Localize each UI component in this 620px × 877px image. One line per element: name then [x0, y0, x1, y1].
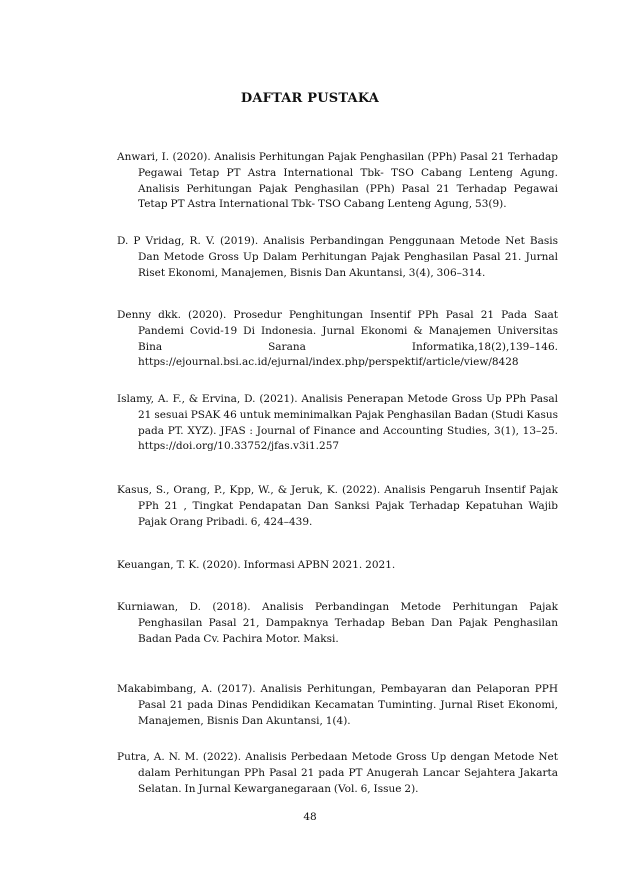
- page-number: 48: [303, 811, 317, 823]
- reference-kasus-2022: Kasus, S., Orang, P., Kpp, W., & Jeruk, K. (2022). Analisis Pengaruh Insentif Pajak PPh 21 , Tingkat Pendapatan Dan Sanksi Pajak Terhadap Kepatuhan Wajib Pajak Orang Pribadi. 6, 424–439.: [117, 484, 558, 528]
- reference-putra-2022: Putra, A. N. M. (2022). Analisis Perbedaan Metode Gross Up dengan Metode Net dalam Perhitungan PPh Pasal 21 pada PT Anugerah Lancar Sejahtera Jakarta Selatan. In Jurnal Kewarganegaraan (Vol. 6, Issue 2).: [117, 751, 558, 795]
- page-title: DAFTAR PUSTAKA: [240, 91, 380, 106]
- reference-anwari-2020: Anwari, I. (2020). Analisis Perhitungan Pajak Penghasilan (PPh) Pasal 21 Terhadap Pegawai Tetap PT Astra International Tbk- TSO Cabang Lenteng Agung. Analisis Perhitungan Pajak Penghasilan (PPh) Pasal 21 Terhadap Pegawai Tetap PT Astra International Tbk- TSO Cabang Lenteng Agung, 53(9).: [117, 151, 558, 211]
- reference-makabimbang-2017: Makabimbang, A. (2017). Analisis Perhitungan, Pembayaran dan Pelaporan PPH Pasal 21 pada Dinas Pendidikan Kecamatan Tuminting. Jurnal Riset Ekonomi, Manajemen, Bisnis Dan Akuntansi, 1(4).: [117, 683, 558, 727]
- reference-islamy-2021: Islamy, A. F., & Ervina, D. (2021). Analisis Penerapan Metode Gross Up PPh Pasal 21 sesuai PSAK 46 untuk meminimalkan Pajak Penghasilan Badan (Studi Kasus pada PT. XYZ). JFAS : Journal of Finance and Accounting Studies, 3(1), 13–25. https://doi.org/10.33752/jfas.v3i1.257: [117, 393, 558, 453]
- reference-keuangan-2020: Keuangan, T. K. (2020). Informasi APBN 2021. 2021.: [117, 559, 396, 571]
- reference-kurniawan-2018: Kurniawan, D. (2018). Analisis Perbandingan Metode Perhitungan Pajak Penghasilan Pasal 21, Dampaknya Terhadap Beban Dan Pajak Penghasilan Badan Pada Cv. Pachira Motor. Maksi.: [117, 601, 558, 645]
- reference-vridag-2019: D. P Vridag, R. V. (2019). Analisis Perbandingan Penggunaan Metode Net Basis Dan Metode Gross Up Dalam Perhitungan Pajak Penghasilan Pasal 21. Jurnal Riset Ekonomi, Manajemen, Bisnis Dan Akuntansi, 3(4), 306–314.: [117, 235, 558, 279]
- reference-denny-2020: Denny dkk. (2020). Prosedur Penghitungan Insentif PPh Pasal 21 Pada Saat Pandemi Covid-19 Di Indonesia. Jurnal Ekonomi & Manajemen Universitas Bina Sarana Informatika,18(2),139–146. https://ejournal.bsi.ac.id/ejurnal/index.php/perspektif/article/view/8428: [117, 309, 558, 369]
